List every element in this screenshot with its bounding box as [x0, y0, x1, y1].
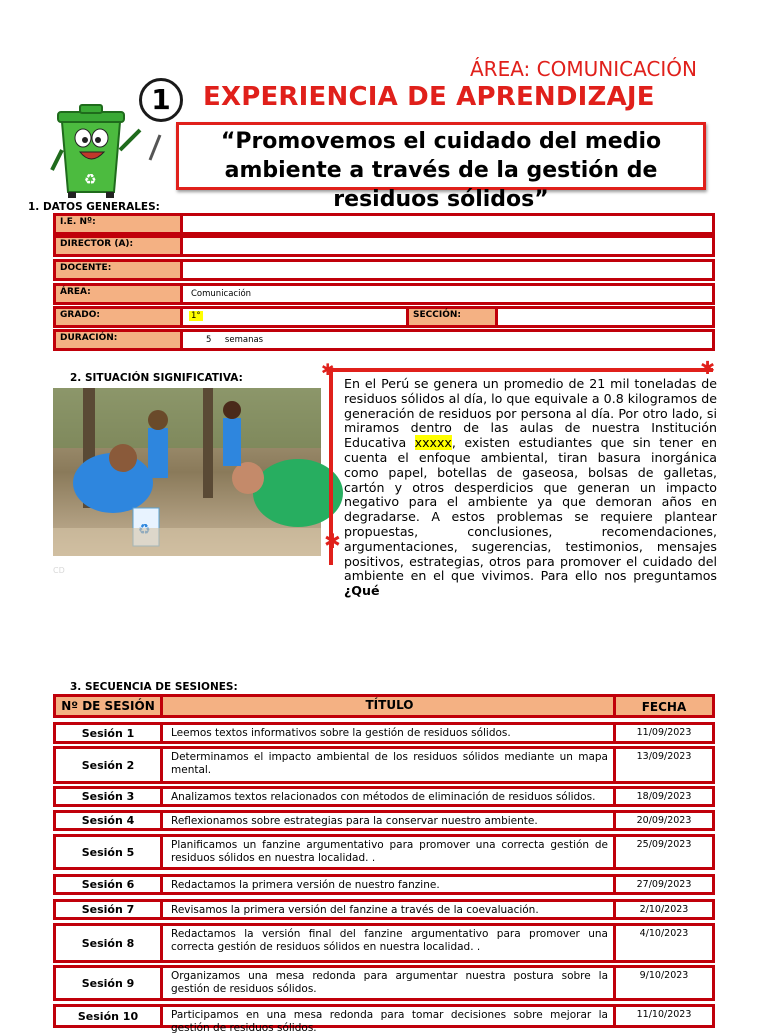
session-title: Redactamos la versión final del fanzine argumentativo para promover una correcta gestión de residuos sólidos en nuestra localidad. . — [166, 926, 616, 960]
table-row — [53, 810, 715, 831]
label-ie: I.E. Nº: — [56, 216, 183, 232]
session-title: Reflexionamos sobre estrategias para la conservar nuestro ambiente. — [166, 813, 616, 828]
experience-title: EXPERIENCIA DE APRENDIZAJE — [203, 82, 655, 112]
table-header-row — [53, 694, 715, 718]
value-duracion: 5 semanas — [206, 335, 264, 345]
session-date: 27/09/2023 — [636, 879, 692, 890]
table-row — [53, 834, 715, 870]
table-row — [53, 874, 715, 895]
label-seccion: SECCIÓN: — [406, 309, 498, 325]
row-docente — [53, 259, 715, 281]
situacion-highlight: xxxxx — [414, 435, 452, 451]
students-cleaning-photo — [53, 388, 321, 556]
session-date: 13/09/2023 — [636, 751, 692, 762]
row-director — [53, 235, 715, 257]
session-date: 2/10/2023 — [639, 904, 689, 915]
session-num: Sesión 4 — [56, 813, 163, 828]
value-grado: 1° — [191, 311, 201, 321]
session-num: Sesión 5 — [56, 837, 163, 867]
situacion-question: ¿Qué — [344, 583, 380, 599]
session-num: Sesión 8 — [56, 926, 163, 960]
table-row — [53, 786, 715, 807]
photo-caption: CD — [53, 566, 65, 575]
row-ie — [53, 213, 715, 235]
session-date: 20/09/2023 — [636, 815, 692, 826]
session-num: Sesión 3 — [56, 789, 163, 804]
session-date: 11/10/2023 — [636, 1009, 692, 1020]
session-num: Sesión 1 — [56, 725, 163, 741]
experience-number-badge: 1 — [139, 78, 183, 122]
session-num: Sesión 9 — [56, 968, 163, 998]
value-area: Comunicación — [191, 289, 252, 299]
session-title: Organizamos una mesa redonda para argumentar nuestra postura sobre la gestión de residuos sólidos. — [166, 968, 616, 998]
situacion-text-part1: En el Perú se genera un promedio de 21 mil toneladas de residuos sólidos al día, lo que equivale a 0.8 kilogramos de generación de residuos por persona al día. Por otro lado, si miramos dentro de las aulas de nuestra Institución Educativa — [344, 376, 717, 451]
star-icon: ✱ — [700, 358, 716, 379]
students-photo-illustration — [53, 388, 321, 556]
table-row — [53, 923, 715, 963]
session-date: 4/10/2023 — [639, 928, 689, 939]
header-title: TÍTULO — [166, 697, 616, 715]
label-grado: GRADO: — [56, 309, 183, 325]
session-title: Planificamos un fanzine argumentativo para promover una correcta gestión de residuos sólidos en nuestra localidad. . — [166, 837, 616, 867]
session-date: 9/10/2023 — [639, 970, 689, 981]
situacion-text — [344, 376, 717, 599]
session-title: Determinamos el impacto ambiental de los residuos sólidos mediante un mapa mental. — [166, 749, 616, 781]
svg-text:♻: ♻ — [84, 172, 97, 188]
session-num: Sesión 6 — [56, 877, 163, 892]
table-row — [53, 1004, 715, 1034]
area-label: ÁREA: COMUNICACIÓN — [470, 57, 697, 81]
row-area — [53, 283, 715, 305]
session-title: Redactamos la primera versión de nuestro fanzine. — [166, 877, 616, 892]
red-border-top — [329, 368, 713, 372]
secuencia-heading: 3. SECUENCIA DE SESIONES: — [70, 681, 238, 693]
project-title: “Promovemos el cuidado del medio ambiente a través de la gestión de residuos sólidos” — [176, 122, 706, 190]
session-date: 18/09/2023 — [636, 791, 692, 802]
row-duracion — [53, 329, 715, 351]
star-icon: ✱ — [324, 529, 341, 553]
label-area: ÁREA: — [56, 286, 183, 302]
situacion-heading: 2. SITUACIÓN SIGNIFICATIVA: — [70, 372, 243, 384]
table-row — [53, 722, 715, 744]
situacion-text-part2: , existen estudiantes que sin tener en cuenta el enfoque ambiental, tiran basura inorgánica como papel, botellas de gaseosa, bolsas de galletas, cartón y otros desperdicios que generan un impacto negativo para el ambiente ya que demoran años en degradarse. A estos problemas se requiere plantear propuestas, conclusiones, recomendaciones, argumentaciones, sugerencias, testimonios, mensajes positivos, estrategias, otros para promover el cuidado del ambiente en el que vivimos. Para ello nos preguntamos — [344, 435, 717, 584]
recycle-bin-mascot-icon — [50, 100, 150, 200]
header-num: Nº DE SESIÓN — [56, 697, 163, 715]
table-row — [53, 746, 715, 784]
label-docente: DOCENTE: — [56, 262, 183, 278]
label-duracion: DURACIÓN: — [56, 332, 183, 348]
header-date: FECHA — [641, 700, 687, 714]
row-grado — [53, 306, 715, 328]
session-num: Sesión 10 — [56, 1007, 163, 1025]
session-date: 11/09/2023 — [636, 727, 692, 738]
table-row — [53, 899, 715, 920]
table-row — [53, 965, 715, 1001]
session-num: Sesión 7 — [56, 902, 163, 917]
session-title: Revisamos la primera versión del fanzine a través de la coevaluación. — [166, 902, 616, 917]
datos-generales-heading: 1. DATOS GENERALES: — [28, 201, 160, 213]
session-date: 25/09/2023 — [636, 839, 692, 850]
session-title: Leemos textos informativos sobre la gestión de residuos sólidos. — [166, 725, 616, 741]
session-title: Participamos en una mesa redonda para tomar decisiones sobre mejorar la gestión de residuos sólidos. — [166, 1007, 616, 1025]
star-icon: ✱ — [321, 360, 335, 379]
session-num: Sesión 2 — [56, 749, 163, 781]
session-title: Analizamos textos relacionados con métodos de eliminación de residuos sólidos. — [166, 789, 616, 804]
label-director: DIRECTOR (A): — [56, 238, 183, 254]
